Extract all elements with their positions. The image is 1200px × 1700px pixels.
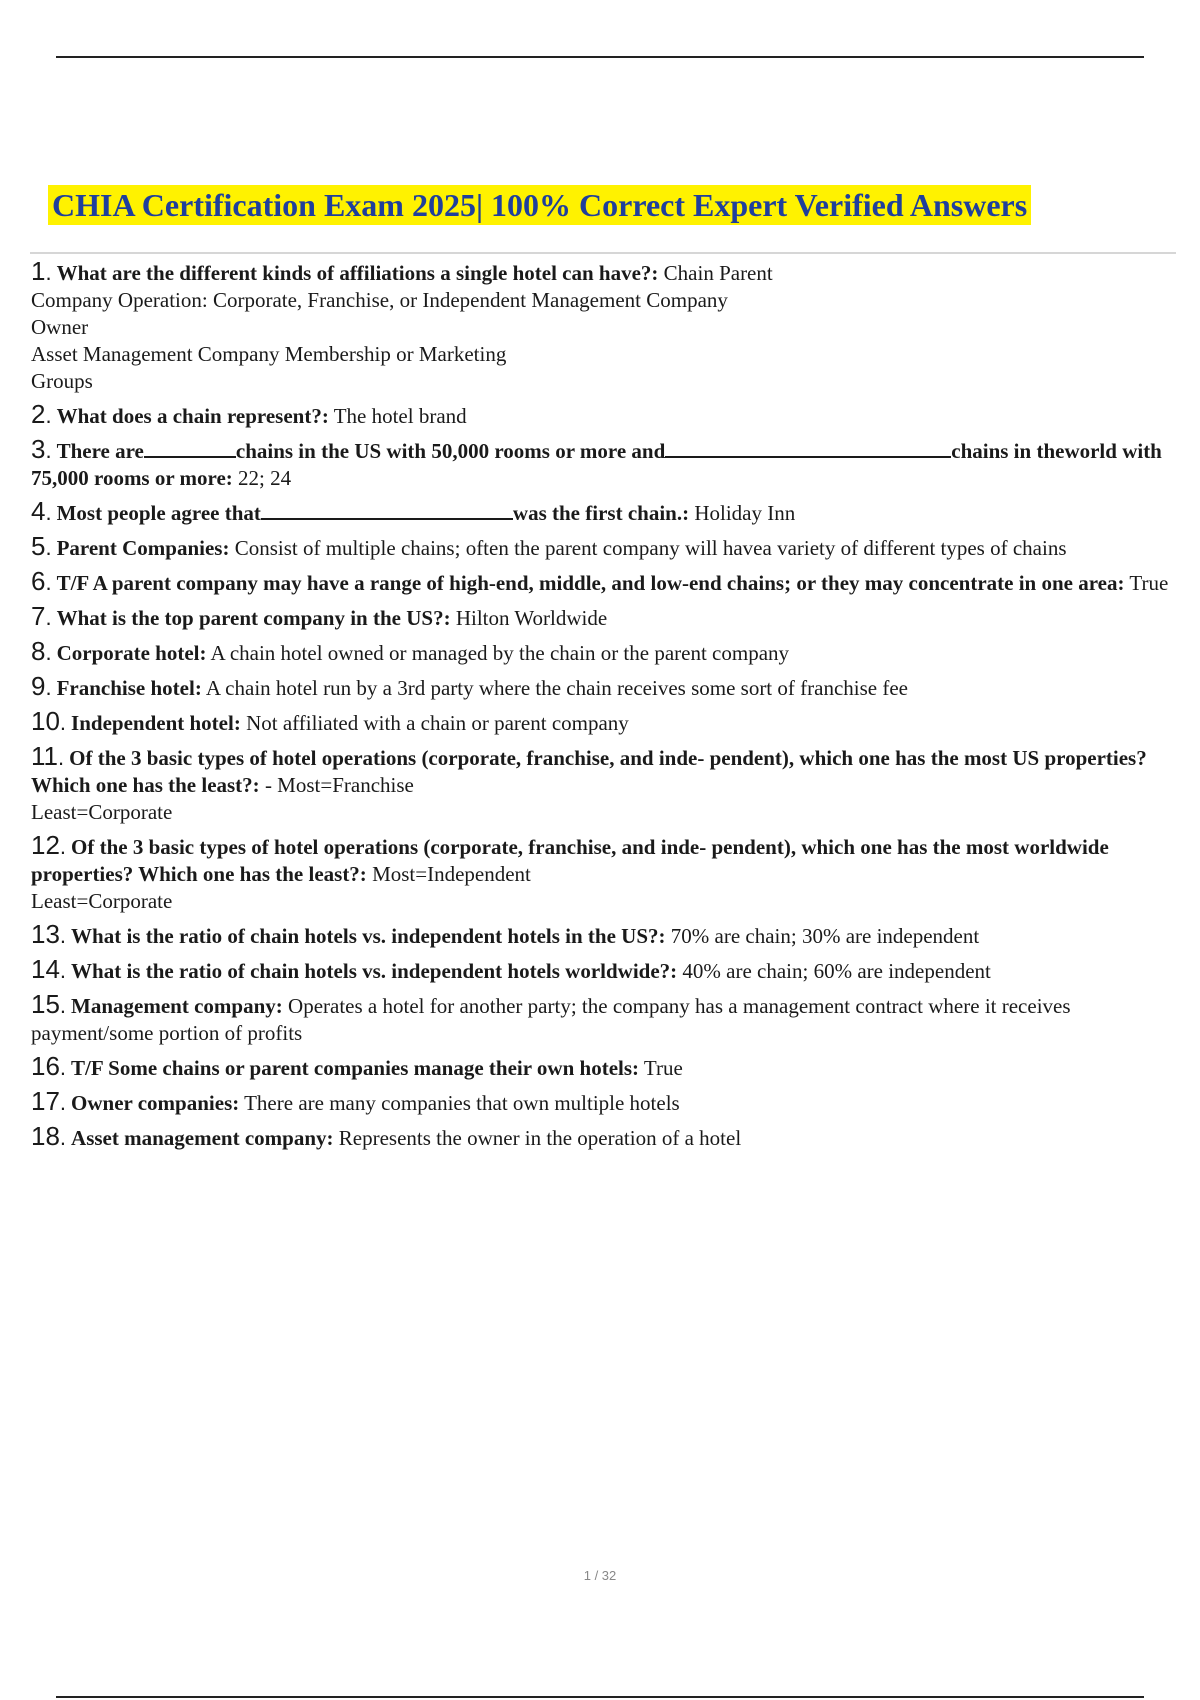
qa-item-2: 2. What does a chain represent?: The hotel brand	[31, 399, 467, 429]
page-indicator: 1 / 32	[583, 1568, 617, 1583]
answer-line: Groups	[31, 369, 93, 393]
item-number: 4	[31, 496, 46, 526]
question-text: What is the top parent company in the US?:	[56, 606, 451, 630]
item-number: 2	[31, 399, 46, 429]
question-text: Management company:	[71, 994, 283, 1018]
item-number: 10	[31, 706, 60, 736]
answer-text: 22; 24	[232, 466, 292, 490]
fill-in-blank	[144, 438, 236, 458]
fill-in-blank	[665, 438, 951, 458]
qa-item-7: 7. What is the top parent company in the US?: Hilton Worldwide	[31, 601, 608, 631]
qa-item-4: 4. Most people agree that was the first chain.: Holiday Inn	[31, 496, 796, 526]
question-text: T/F Some chains or parent companies manage their own hotels:	[71, 1056, 640, 1080]
item-number: 15	[31, 989, 60, 1019]
item-number: 1	[31, 256, 46, 286]
footer-rule	[56, 1696, 1144, 1698]
answer-line: Asset Management Company Membership or Marketing	[31, 342, 507, 366]
question-text: Of the 3 basic types of hotel operations (corporate, franchise, and inde- pendent), which one has the most worldwide properties? Which one has the least?:	[31, 835, 1109, 886]
answer-text: Not affiliated with a chain or parent company	[240, 711, 629, 735]
answer-text: There are many companies that own multiple hotels	[239, 1091, 680, 1115]
question-text: Independent hotel:	[71, 711, 241, 735]
question-text: Owner companies:	[71, 1091, 240, 1115]
item-number: 3	[31, 434, 46, 464]
item-number: 11	[31, 741, 58, 771]
answer-text: True	[1124, 571, 1169, 595]
qa-item-9: 9. Franchise hotel: A chain hotel run by a 3rd party where the chain receives some sort of franchise fee	[31, 671, 908, 701]
qa-item-12: 12. Of the 3 basic types of hotel operations (corporate, franchise, and inde- pendent), which one has the most worldwide properties? Which one has the least?: Most=Independent Least=Corporate	[31, 832, 1169, 915]
title-divider	[30, 252, 1176, 254]
answer-text: 70% are chain; 30% are independent	[665, 924, 980, 948]
answer-text: Represents the owner in the operation of a hotel	[333, 1126, 742, 1150]
item-number: 8	[31, 636, 46, 666]
item-number: 9	[31, 671, 46, 701]
qa-item-16: 16. T/F Some chains or parent companies manage their own hotels: True	[31, 1051, 683, 1081]
qa-item-1: 1. What are the different kinds of affiliations a single hotel can have?: Chain Parent Company Operation: Corporate, Franchise, or Independent Management Company Owner Asset Management Company Membership or Marketing Groups	[31, 258, 1169, 395]
qa-item-15: 15. Management company: Operates a hotel for another party; the company has a management contract where it receives payment/some portion of profits	[31, 989, 1071, 1045]
qa-item-13: 13. What is the ratio of chain hotels vs. independent hotels in the US?: 70% are chain; 30% are independent	[31, 919, 980, 949]
answer-text: Most=Independent	[366, 862, 531, 886]
answer-line: Company Operation: Corporate, Franchise, or Independent Management Company	[31, 288, 728, 312]
question-text: Asset management company:	[71, 1126, 334, 1150]
qa-item-11: 11. Of the 3 basic types of hotel operations (corporate, franchise, and inde- pendent), which one has the most US properties? Which one has the least?: - Most=Franchise Least=Corporate	[31, 743, 1169, 826]
question-text: Franchise hotel:	[56, 676, 202, 700]
header-rule	[56, 56, 1144, 58]
answer-text: The hotel brand	[328, 404, 467, 428]
qa-item-17: 17. Owner companies: There are many companies that own multiple hotels	[31, 1086, 680, 1116]
question-text: Parent Companies:	[56, 536, 230, 560]
question-text: What is the ratio of chain hotels vs. independent hotels in the US?:	[71, 924, 666, 948]
qa-item-14: 14. What is the ratio of chain hotels vs. independent hotels worldwide?: 40% are chain; 60% are independent	[31, 954, 991, 984]
answer-text: Hilton Worldwide	[450, 606, 608, 630]
item-number: 12	[31, 830, 60, 860]
item-number: 6	[31, 566, 46, 596]
document-title: CHIA Certification Exam 2025| 100% Correct Expert Verified Answers	[48, 185, 1031, 225]
question-text: chains in theworld with 75,000 rooms or more:	[31, 439, 1162, 490]
answer-text: True	[639, 1056, 683, 1080]
item-number: 14	[31, 954, 60, 984]
document-title-area	[48, 185, 1158, 225]
answer-text: 40% are chain; 60% are independent	[677, 959, 991, 983]
item-number: 18	[31, 1121, 60, 1151]
qa-item-18: 18. Asset management company: Represents the owner in the operation of a hotel	[31, 1121, 742, 1151]
answer-line: Owner	[31, 315, 89, 339]
qa-item-6: 6. T/F A parent company may have a range of high-end, middle, and low-end chains; or they may concentrate in one area: True	[31, 566, 1169, 596]
answer-text: - Most=Franchise	[259, 773, 414, 797]
qa-item-3: 3. There are chains in the US with 50,000 rooms or more and chains in theworld with 75,000 rooms or more: 22; 24	[31, 434, 1162, 490]
question-text: What does a chain represent?:	[56, 404, 329, 428]
qa-item-5: 5. Parent Companies: Consist of multiple chains; often the parent company will havea variety of different types of chains	[31, 531, 1067, 561]
item-number: 16	[31, 1051, 60, 1081]
answer-text: Holiday Inn	[689, 501, 796, 525]
answer-text: Operates a hotel for another party; the company has a management contract where it receives payment/some portion of profits	[31, 994, 1071, 1045]
answer-text: A chain hotel run by a 3rd party where the chain receives some sort of franchise fee	[201, 676, 908, 700]
answer-text: A chain hotel owned or managed by the chain or the parent company	[206, 641, 790, 665]
item-number: 7	[31, 601, 46, 631]
question-text: Most people agree that	[56, 501, 261, 525]
question-text: There are	[56, 439, 144, 463]
question-text: T/F A parent company may have a range of high-end, middle, and low-end chains; or they may concentrate in one area:	[56, 571, 1125, 595]
fill-in-blank	[261, 500, 513, 520]
qa-item-8: 8. Corporate hotel: A chain hotel owned or managed by the chain or the parent company	[31, 636, 790, 666]
answer-text: Consist of multiple chains; often the parent company will havea variety of different types of chains	[229, 536, 1067, 560]
qa-list	[31, 258, 1169, 1158]
item-number: 17	[31, 1086, 60, 1116]
question-text: What are the different kinds of affiliations a single hotel can have?:	[56, 261, 659, 285]
question-text: chains in the US with 50,000 rooms or more and	[235, 439, 666, 463]
answer-line: Least=Corporate	[31, 889, 173, 913]
item-number: 13	[31, 919, 60, 949]
answer-text: Chain Parent	[658, 261, 773, 285]
answer-line: Least=Corporate	[31, 800, 173, 824]
question-text: Corporate hotel:	[56, 641, 207, 665]
item-number: 5	[31, 531, 46, 561]
question-text: What is the ratio of chain hotels vs. independent hotels worldwide?:	[71, 959, 678, 983]
qa-item-10: 10. Independent hotel: Not affiliated with a chain or parent company	[31, 706, 629, 736]
question-text: Of the 3 basic types of hotel operations (corporate, franchise, and inde- pendent), which one has the most US properties? Which one has the least?:	[31, 746, 1147, 797]
question-text: was the first chain.:	[512, 501, 690, 525]
